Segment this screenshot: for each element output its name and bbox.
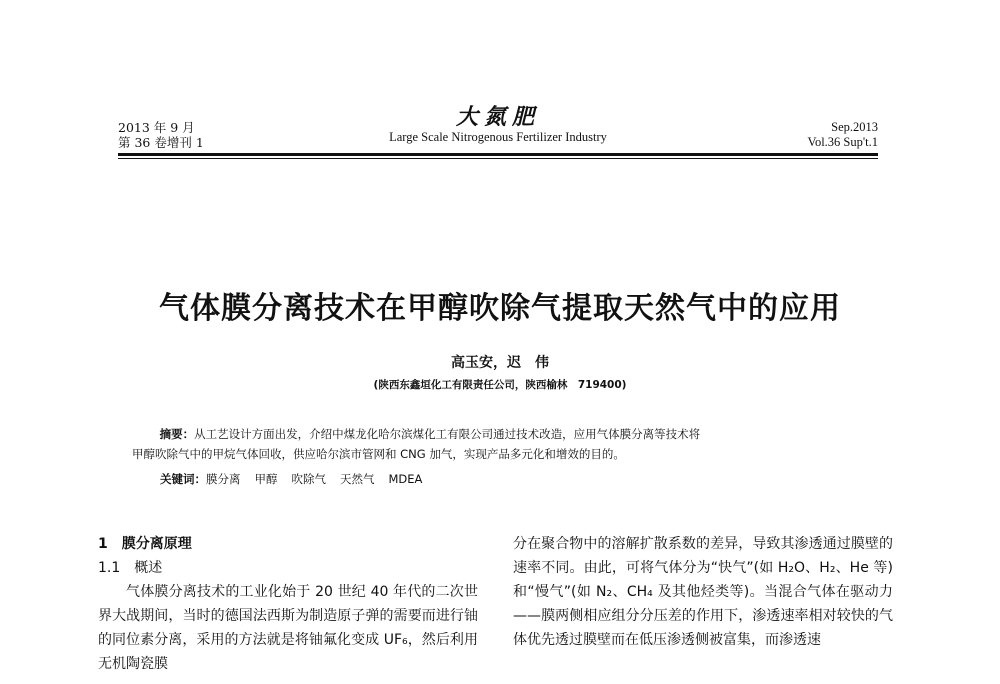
article-affiliation: (陕西东鑫垣化工有限责任公司，陕西榆林 719400) (373, 379, 627, 391)
abstract-text-1: 从工艺设计方面出发，介绍中煤龙化哈尔滨煤化工有限公司通过技术改造，应用气体膜分离等技术将 (194, 427, 701, 441)
body-column-right (513, 532, 893, 652)
header-rule-thin (118, 158, 878, 159)
subsection-heading: 1.1 概述 (98, 560, 163, 576)
abstract-line-2: 甲醇吹除气中的甲烷气体回收，供应哈尔滨市管网和 CNG 加气，实现产品多元化和增效的目的。 (132, 447, 625, 461)
header-right (808, 120, 878, 150)
header-center (368, 104, 628, 145)
body-column-left (98, 532, 478, 676)
section-heading: 1 膜分离原理 (98, 536, 192, 552)
article-title: 气体膜分离技术在甲醇吹除气提取天然气中的应用 (159, 291, 841, 326)
abstract-label: 摘要： (159, 427, 195, 441)
keywords-label: 关键词： (160, 472, 206, 486)
running-header (118, 104, 878, 156)
journal-english-name: Large Scale Nitrogenous Fertilizer Industry (389, 130, 607, 144)
header-volume-cn: 第 36 卷增刊 1 (118, 135, 204, 150)
header-left (118, 120, 204, 150)
keyword: 甲醇 (254, 472, 278, 486)
abstract-line-1 (132, 424, 868, 444)
header-rule-thick (118, 153, 878, 156)
keyword: 膜分离 (206, 472, 241, 486)
article-authors: 高玉安，迟 伟 (451, 355, 549, 371)
journal-logo: 大氮肥 (455, 104, 540, 130)
header-date-en: Sep.2013 (831, 120, 878, 134)
body-paragraph: 分在聚合物中的溶解扩散系数的差异，导致其渗透通过膜壁的速率不同。由此，可将气体分为“快气”(如 H₂O、H₂、He 等)和“慢气”(如 N₂、CH₄ 及其他烃类等)。当混合气体在驱动力——膜两侧相应组分分压差的作用下，渗透速率相对较快的气体优先透过膜壁而在低压渗透侧被富集，而渗透速 (513, 536, 893, 648)
keyword: 天然气 (340, 472, 375, 486)
keyword: 吹除气 (291, 472, 326, 486)
header-volume-en: Vol.36 Sup't.1 (807, 135, 878, 149)
body-paragraph: 气体膜分离技术的工业化始于 20 世纪 40 年代的二次世界大战期间，当时的德国法西斯为制造原子弹的需要而进行铀的同位素分离，采用的方法就是将铀氟化变成 UF₆，然后利用无机陶瓷膜 (98, 584, 478, 672)
abstract (132, 424, 868, 464)
keywords (160, 471, 436, 487)
keyword: MDEA (388, 472, 423, 486)
header-date-cn: 2013 年 9 月 (118, 120, 195, 135)
